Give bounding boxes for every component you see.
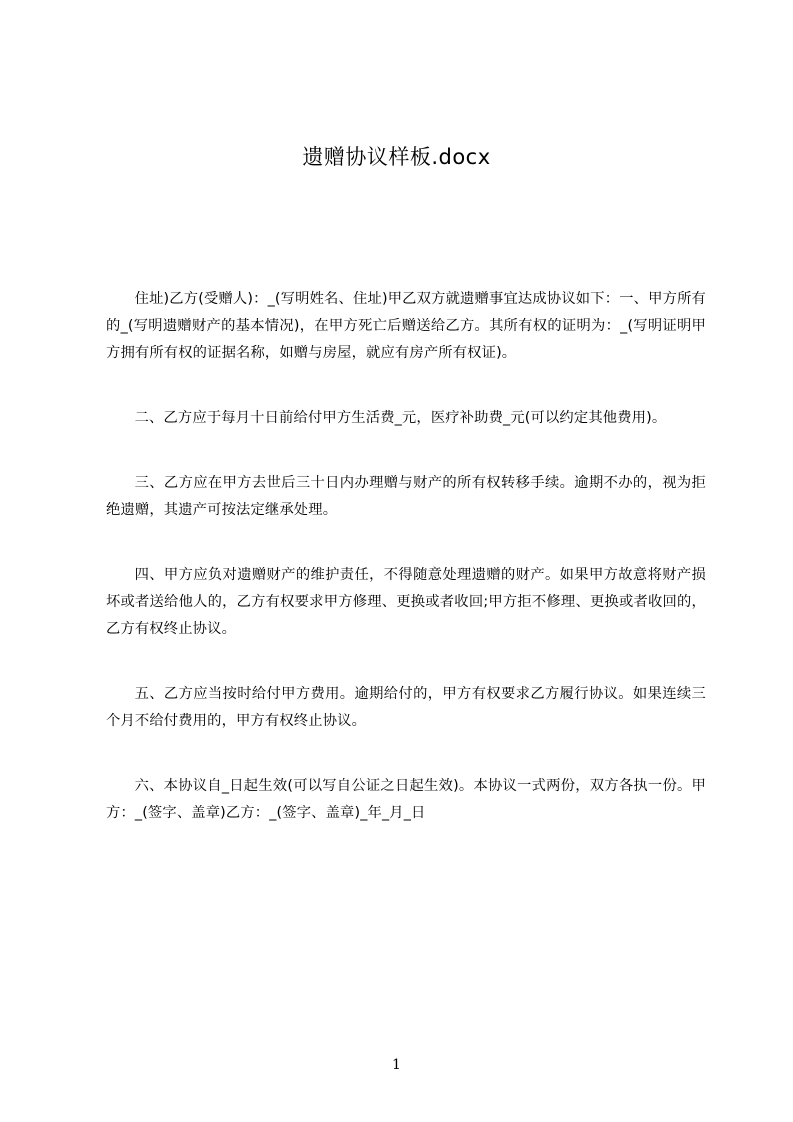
paragraph-preamble-clause-one: 住址)乙方(受赠人)：_(写明姓名、住址)甲乙双方就遗赠事宜达成协议如下：一、甲方所有的_(写明遗赠财产的基本情况)，在甲方死亡后赠送给乙方。其所有权的证明为：_(写明证明甲方拥有所有权的证据名称，如赠与房屋，就应有房产所有权证)。 <box>106 291 706 361</box>
document-body <box>106 286 706 865</box>
page-number: 1 <box>392 1057 401 1073</box>
paragraph-clause-six: 六、本协议自_日起生效(可以写自公证之日起生效)。本协议一式两份，双方各执一份。甲方：_(签字、盖章)乙方：_(签字、盖章)_年_月_日 <box>106 778 706 821</box>
paragraph-clause-four: 四、甲方应负对遗赠财产的维护责任，不得随意处理遗赠的财产。如果甲方故意将财产损坏或者送给他人的，乙方有权要求甲方修理、更换或者收回;甲方拒不修理、更换或者收回的，乙方有权终止协议。 <box>106 567 706 637</box>
paragraph-clause-two: 二、乙方应于每月十日前给付甲方生活费_元，医疗补助费_元(可以约定其他费用)。 <box>134 410 667 426</box>
paragraph-clause-five: 五、乙方应当按时给付甲方费用。逾期给付的，甲方有权要求乙方履行协议。如果连续三个月不给付费用的，甲方有权终止协议。 <box>106 686 706 729</box>
document-title: 遗赠协议样板.docx <box>302 145 491 169</box>
paragraph-clause-three: 三、乙方应在甲方去世后三十日内办理赠与财产的所有权转移手续。逾期不办的，视为拒绝遗赠，其遗产可按法定继承处理。 <box>106 475 706 518</box>
